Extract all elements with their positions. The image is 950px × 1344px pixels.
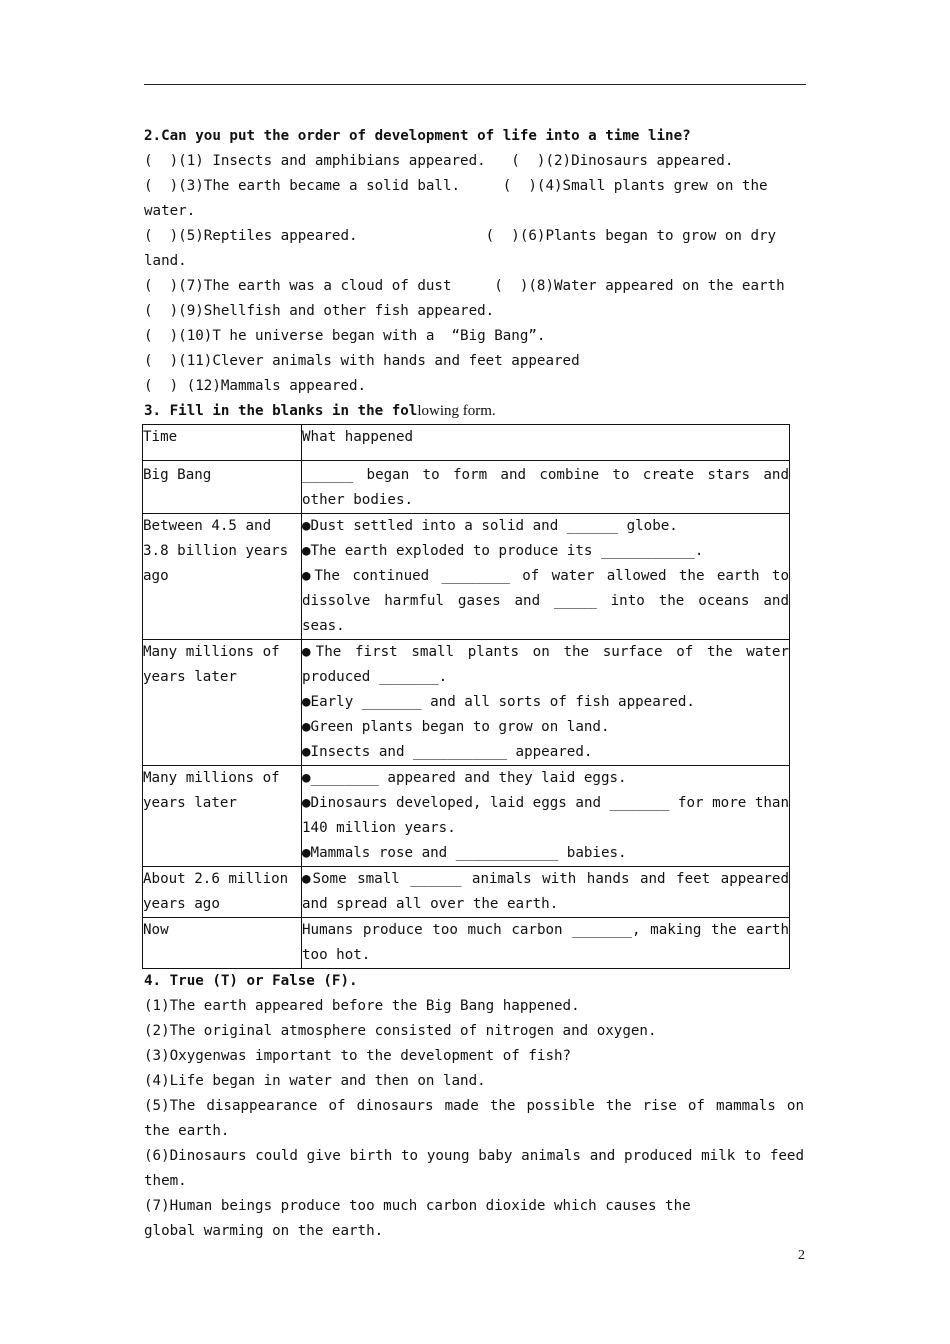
event-line: ●Mammals rose and ____________ babies.: [302, 845, 627, 861]
true-false-item: (5)The disappearance of dinosaurs made the possible the rise of mammals on the earth.: [144, 1098, 813, 1139]
events-cell: [302, 867, 790, 918]
event-line: ●The earth exploded to produce its ___________.: [302, 543, 704, 559]
content: [143, 124, 813, 1244]
section2-line: ( )(1) Insects and amphibians appeared. ( )(2)Dinosaurs appeared.: [144, 153, 734, 169]
event-line: ●Dinosaurs developed, laid eggs and _______ for more than 140 million years.: [302, 795, 789, 836]
event-line: ●________ appeared and they laid eggs.: [302, 770, 627, 786]
time-cell: About 2.6 million years ago: [143, 867, 302, 918]
section2-line: water.: [144, 203, 196, 219]
events-cell: [302, 514, 790, 640]
time-cell: Many millions of years later: [143, 766, 302, 867]
section2-line: ( ) (12)Mammals appeared.: [144, 378, 367, 394]
time-cell: Between 4.5 and 3.8 billion years ago: [143, 514, 302, 640]
page-number: 2: [798, 1248, 805, 1263]
column-header-time: Time: [143, 425, 302, 461]
section2-line: ( )(3)The earth became a solid ball. ( )(4)Small plants grew on the: [144, 178, 768, 194]
true-false-item: (7)Human beings produce too much carbon dioxide which causes the global warming on the earth.: [144, 1198, 700, 1239]
table-row: [143, 918, 790, 969]
event-line: ●Green plants began to grow on land.: [302, 719, 610, 735]
events-cell: [302, 461, 790, 514]
true-false-item: (3)Oxygenwas important to the development of fish?: [144, 1048, 572, 1064]
events-cell: [302, 918, 790, 969]
section2-line: ( )(11)Clever animals with hands and feet appeared: [144, 353, 580, 369]
event-line: ●The continued ________ of water allowed the earth to dissolve harmful gases and _____ into the oceans and seas.: [302, 568, 789, 634]
section3-heading-mono: 3. Fill in the blanks in the fol: [144, 403, 418, 419]
event-line: ●Insects and ___________ appeared.: [302, 744, 593, 760]
event-line: ●Dust settled into a solid and ______ globe.: [302, 518, 678, 534]
table-row: [143, 867, 790, 918]
header-rule: [144, 84, 806, 85]
true-false-item: (2)The original atmosphere consisted of nitrogen and oxygen.: [144, 1023, 657, 1039]
section3-heading-serif: lowing form.: [417, 403, 496, 419]
event-line: ●The first small plants on the surface of the water produced _______.: [302, 644, 789, 685]
time-cell: Now: [143, 918, 302, 969]
true-false-item: (6)Dinosaurs could give birth to young baby animals and produced milk to feed them.: [144, 1148, 813, 1189]
section2-line: ( )(9)Shellfish and other fish appeared.: [144, 303, 495, 319]
section3-heading: [144, 399, 804, 424]
true-false-item: (4)Life began in water and then on land.: [144, 1073, 486, 1089]
section2-line: ( )(7)The earth was a cloud of dust ( )(8)Water appeared on the earth: [144, 278, 785, 294]
event-line: ●Early _______ and all sorts of fish appeared.: [302, 694, 695, 710]
events-cell: [302, 640, 790, 766]
table-header-row: [143, 425, 790, 461]
table-row: [143, 514, 790, 640]
event-line: Humans produce too much carbon _______, making the earth too hot.: [302, 922, 789, 963]
event-line: ●Some small ______ animals with hands and feet appeared and spread all over the earth.: [302, 871, 789, 912]
section4-heading: 4. True (T) or False (F).: [144, 973, 358, 989]
true-false-item: (1)The earth appeared before the Big Bang happened.: [144, 998, 580, 1014]
section2-line: land.: [144, 253, 187, 269]
section2-heading: 2.Can you put the order of development of life into a time line?: [144, 128, 691, 144]
table-row: [143, 766, 790, 867]
events-cell: [302, 766, 790, 867]
time-cell: Big Bang: [143, 461, 302, 514]
table-row: [143, 640, 790, 766]
column-header-what-happened: What happened: [302, 425, 790, 461]
section2-line: ( )(10)T he universe began with a “Big Bang”.: [144, 328, 546, 344]
table-row: [143, 461, 790, 514]
timeline-form-table: [142, 424, 790, 969]
section2-line: ( )(5)Reptiles appeared. ( )(6)Plants began to grow on dry: [144, 228, 777, 244]
time-cell: Many millions of years later: [143, 640, 302, 766]
event-line: ______ began to form and combine to create stars and other bodies.: [302, 467, 789, 508]
